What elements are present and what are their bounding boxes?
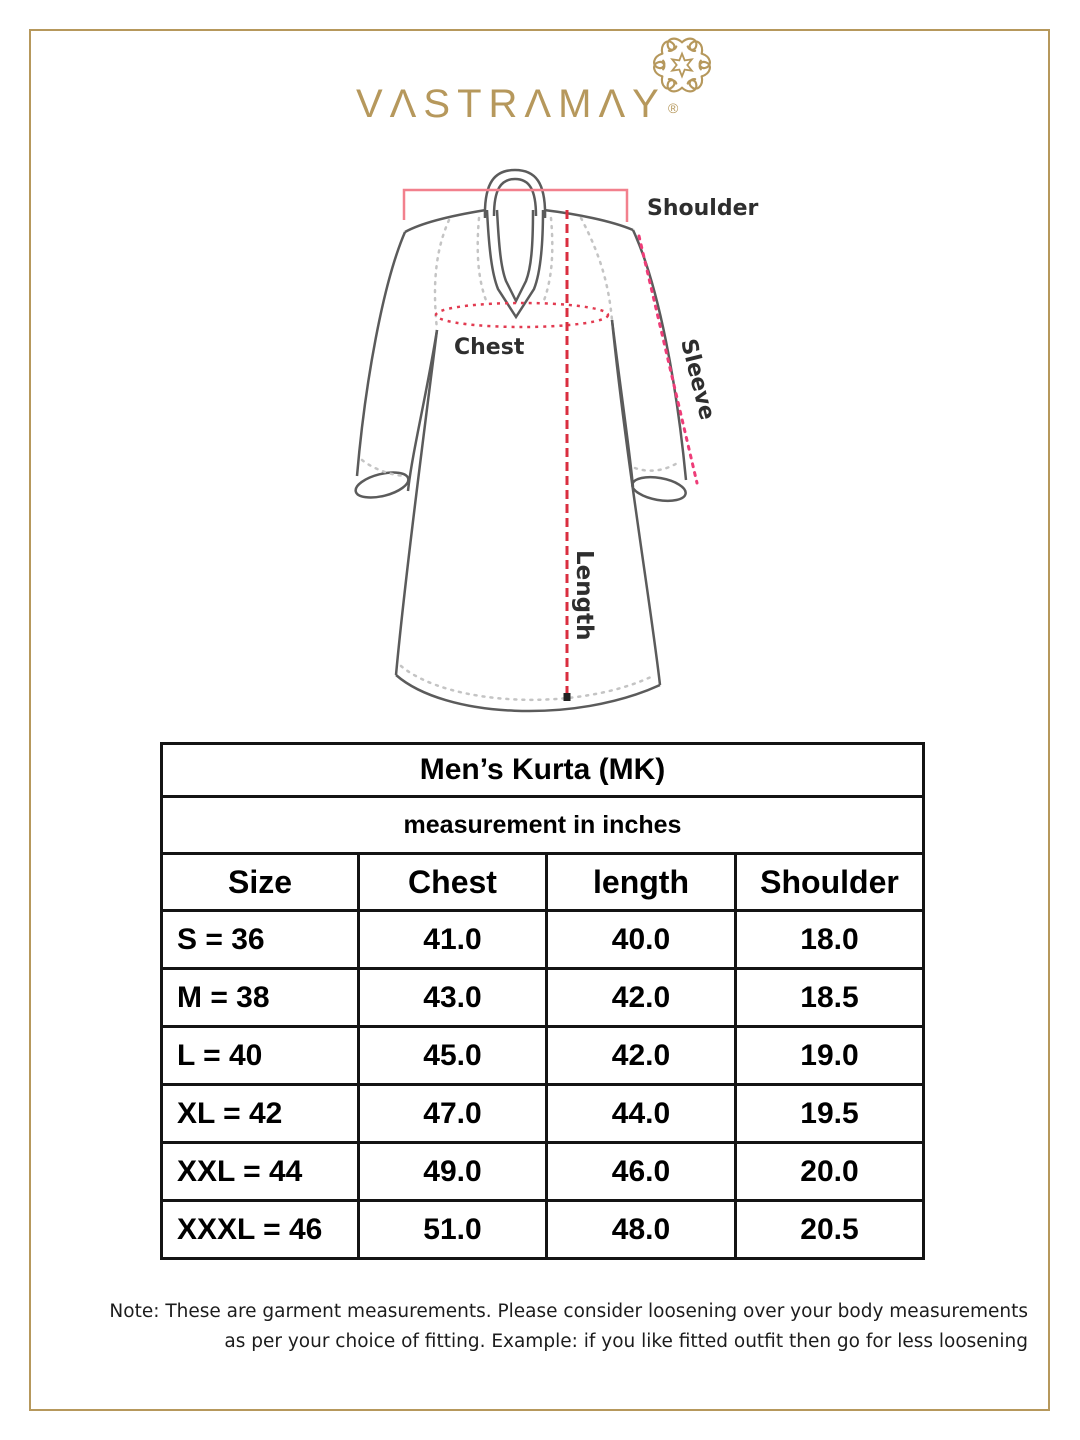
table-row [162,1027,924,1085]
note-line: Note: These are garment measurements. Please consider loosening over your body measurements [109,1301,1028,1322]
column-header-length: length [547,854,736,911]
kurta-measurement-diagram [315,158,775,758]
brand-wordmark: VΛSTRΛMΛY [356,82,666,126]
value-cell: 20.0 [736,1143,924,1201]
table-row [162,969,924,1027]
value-cell: 48.0 [547,1201,736,1259]
column-header-size: Size [162,854,359,911]
column-header-chest: Chest [359,854,547,911]
table-row [162,911,924,969]
table-row [162,1085,924,1143]
value-cell: 42.0 [547,1027,736,1085]
table-subtitle: measurement in inches [162,797,924,854]
size-cell: S = 36 [162,911,359,969]
length-label: Length [571,550,597,641]
value-cell: 43.0 [359,969,547,1027]
value-cell: 42.0 [547,969,736,1027]
note-line: as per your choice of fitting. Example: if you like fitted outfit then go for less loosening [224,1331,1028,1352]
size-cell: M = 38 [162,969,359,1027]
shoulder-label: Shoulder [647,196,759,221]
value-cell: 44.0 [547,1085,736,1143]
brand-header [0,0,1080,150]
size-table [160,742,925,1260]
value-cell: 19.0 [736,1027,924,1085]
value-cell: 51.0 [359,1201,547,1259]
note [50,1297,1028,1357]
value-cell: 18.5 [736,969,924,1027]
emblem-star [672,54,692,77]
table-row [162,1201,924,1259]
size-cell: XL = 42 [162,1085,359,1143]
kurta-outline [353,170,687,711]
length-end-marker [564,693,571,701]
column-header-shoulder: Shoulder [736,854,924,911]
value-cell: 47.0 [359,1085,547,1143]
value-cell: 20.5 [736,1201,924,1259]
chest-label: Chest [454,335,525,360]
sleeve-label: Sleeve [675,336,720,423]
value-cell: 41.0 [359,911,547,969]
value-cell: 19.5 [736,1085,924,1143]
value-cell: 49.0 [359,1143,547,1201]
value-cell: 45.0 [359,1027,547,1085]
value-cell: 40.0 [547,911,736,969]
size-cell: XXXL = 46 [162,1201,359,1259]
registered-trademark: ® [668,100,679,116]
size-cell: XXL = 44 [162,1143,359,1201]
table-row [162,1143,924,1201]
value-cell: 18.0 [736,911,924,969]
size-cell: L = 40 [162,1027,359,1085]
brand-emblem-icon [646,33,718,97]
size-table-body [162,911,924,1259]
value-cell: 46.0 [547,1143,736,1201]
table-title: Men’s Kurta (MK) [162,744,924,797]
